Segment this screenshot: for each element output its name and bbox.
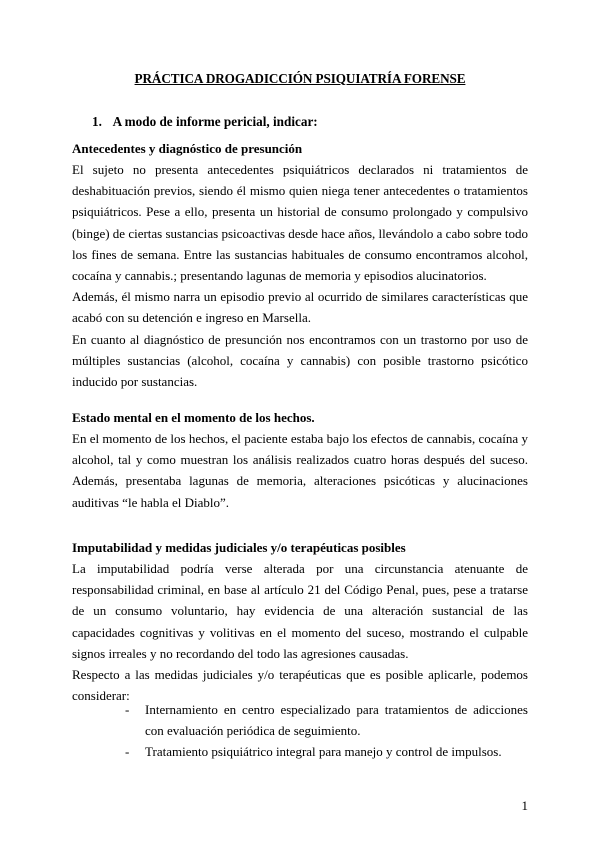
paragraph: En el momento de los hechos, el paciente estaba bajo los efectos de cannabis, cocaína y alcohol, tal y como muestran los análisis realizados cuatro horas después del suceso. Además, presentaba lagunas de memoria, alteraciones psicóticas y alucinaciones auditivas “le habla el Diablo”. — [72, 431, 528, 510]
section-estado-mental — [72, 407, 528, 513]
paragraph: En cuanto al diagnóstico de presunción nos encontramos con un trastorno por uso de múltiples sustancias (alcohol, cocaína y cannabis) con posible trastorno psicótico inducido por sustancias. — [72, 331, 528, 390]
section-heading: Estado mental en el momento de los hechos. — [72, 410, 315, 425]
list-item-text: Internamiento en centro especializado para tratamientos de adicciones con evaluación periódica de seguimiento. — [145, 702, 528, 739]
section-imputabilidad — [72, 537, 528, 706]
section-antecedentes — [72, 138, 528, 392]
list-bullet: - — [125, 702, 130, 717]
question-number: 1. — [92, 114, 102, 129]
list-item-text: Tratamiento psiquiátrico integral para manejo y control de impulsos. — [145, 744, 502, 760]
question-text: A modo de informe pericial, indicar: — [112, 114, 318, 129]
question-heading — [92, 114, 318, 130]
paragraph: Respecto a las medidas judiciales y/o terapéuticas que es posible aplicarle, podemos considerar: — [72, 667, 528, 704]
list-bullet: - — [125, 744, 130, 760]
list-item — [125, 699, 528, 741]
paragraph: Además, él mismo narra un episodio previo al ocurrido de similares características que acabó con su detención e ingreso en Marsella. — [72, 289, 528, 326]
paragraph: El sujeto no presenta antecedentes psiquiátricos declarados ni tratamientos de deshabituación previos, siendo él mismo quien niega tener antecedentes o tratamientos psiquiátricos. Pese a ello, presenta un historial de consumo prolongado y compulsivo (binge) de ciertas sustancias psicoactivas desde hace años, llevándolo a cabo sobre todo los fines de semana. Entre las sustancias habituales de consumo encontramos alcohol, cocaína y cannabis.; presentando lagunas de memoria y episodios alucinatorios. — [72, 162, 528, 284]
section-heading: Imputabilidad y medidas judiciales y/o terapéuticas posibles — [72, 540, 406, 555]
section-heading: Antecedentes y diagnóstico de presunción — [72, 141, 303, 156]
list-item — [125, 741, 528, 762]
measures-list — [125, 699, 528, 763]
document-title: PRÁCTICA DROGADICCIÓN PSIQUIATRÍA FORENSE — [134, 71, 466, 86]
page-number: 1 — [521, 798, 528, 813]
paragraph: La imputabilidad podría verse alterada por una circunstancia atenuante de responsabilidad criminal, en base al artículo 21 del Código Penal, pues, pese a tratarse de un consumo voluntario, hay evidencia de una alteración sustancial de las capacidades cognitivas y volitivas en el momento del suceso, mostrando el culpable signos irreales y no recordando del todo las agresiones causadas. — [72, 561, 528, 661]
